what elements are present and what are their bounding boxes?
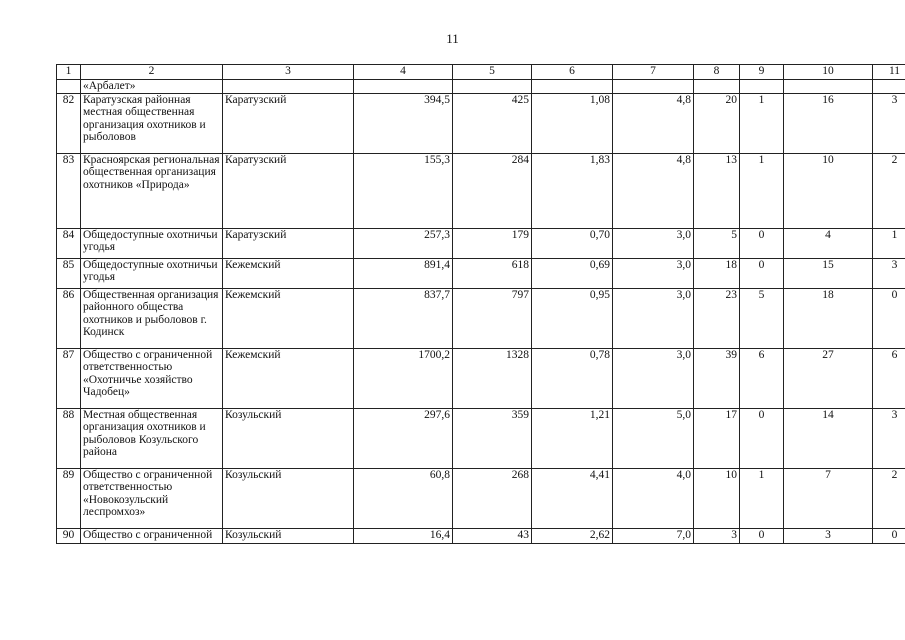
organization-name: Общественная организация районного общества охотников и рыболовов г. Кодинск [81, 288, 223, 348]
column-header: 3 [223, 65, 354, 80]
cell-col4: 837,7 [354, 288, 453, 348]
table-row [57, 348, 905, 408]
cell-col8: 17 [694, 408, 740, 468]
cell-col8: 39 [694, 348, 740, 408]
cell-col7: 3,0 [613, 288, 694, 348]
cell-col4: 257,3 [354, 228, 453, 258]
cell-col5: 359 [453, 408, 532, 468]
cell-col5: 268 [453, 468, 532, 528]
header-row [57, 65, 905, 80]
row-number: 84 [57, 228, 81, 258]
cell-col4: 394,5 [354, 93, 453, 153]
cell-col6: 0,95 [532, 288, 613, 348]
organization-name: Каратузская районная местная общественная организация охотников и рыболовов [81, 93, 223, 153]
page-number: 11 [446, 31, 459, 46]
continuation-row [57, 80, 905, 94]
district-name: Кежемский [223, 258, 354, 288]
cell-col9: 0 [740, 228, 784, 258]
table-row [57, 288, 905, 348]
row-number: 87 [57, 348, 81, 408]
cell-col10: 7 [784, 468, 873, 528]
cell-col6: 4,41 [532, 468, 613, 528]
cell-col6: 1,83 [532, 153, 613, 228]
table-row [57, 228, 905, 258]
cell-col9: 1 [740, 93, 784, 153]
cell-col6: 1,21 [532, 408, 613, 468]
cell-col7: 4,8 [613, 93, 694, 153]
cell-col9: 5 [740, 288, 784, 348]
cell-col4: 16,4 [354, 528, 453, 543]
cell-col6: 0,69 [532, 258, 613, 288]
table-row [57, 93, 905, 153]
column-header: 2 [81, 65, 223, 80]
column-header: 7 [613, 65, 694, 80]
cell-col11: 6 [873, 348, 905, 408]
cell-col11: 3 [873, 258, 905, 288]
cell-col6: 2,62 [532, 528, 613, 543]
cell-col6: 0,70 [532, 228, 613, 258]
cell-col9: 1 [740, 468, 784, 528]
organization-name: Общедоступные охотничьи угодья [81, 258, 223, 288]
cell-col8: 20 [694, 93, 740, 153]
district-name: Козульский [223, 528, 354, 543]
column-header: 1 [57, 65, 81, 80]
organization-name: Общество с ограниченной ответственностью «Охотничье хозяйство Чадобец» [81, 348, 223, 408]
cell-col5: 284 [453, 153, 532, 228]
cell-col10: 27 [784, 348, 873, 408]
cell-col11: 1 [873, 228, 905, 258]
cell-col6: 0,78 [532, 348, 613, 408]
cell-col8: 5 [694, 228, 740, 258]
cell-col11: 0 [873, 528, 905, 543]
column-header: 11 [873, 65, 905, 80]
cell-col7: 3,0 [613, 228, 694, 258]
organization-name: Местная общественная организация охотников и рыболовов Козульского района [81, 408, 223, 468]
cell-col5: 179 [453, 228, 532, 258]
district-name: Кежемский [223, 288, 354, 348]
cell-col7: 3,0 [613, 258, 694, 288]
cell-col8: 18 [694, 258, 740, 288]
cell-col9: 1 [740, 153, 784, 228]
column-header: 4 [354, 65, 453, 80]
cell-col10: 4 [784, 228, 873, 258]
cell-col11: 2 [873, 153, 905, 228]
district-name: Каратузский [223, 153, 354, 228]
table-row [57, 468, 905, 528]
row-number: 88 [57, 408, 81, 468]
cell-col7: 4,8 [613, 153, 694, 228]
cell-col9: 0 [740, 528, 784, 543]
cell-col7: 4,0 [613, 468, 694, 528]
cell-col9: 0 [740, 408, 784, 468]
district-name: Каратузский [223, 93, 354, 153]
district-name: Козульский [223, 468, 354, 528]
table-row [57, 408, 905, 468]
cell-col10: 10 [784, 153, 873, 228]
column-header: 9 [740, 65, 784, 80]
table-row [57, 528, 905, 543]
cell-col10: 14 [784, 408, 873, 468]
cell-col6: 1,08 [532, 93, 613, 153]
cell-col5: 797 [453, 288, 532, 348]
cell-col11: 3 [873, 93, 905, 153]
cell-col11: 3 [873, 408, 905, 468]
cell-col4: 60,8 [354, 468, 453, 528]
cell-col10: 15 [784, 258, 873, 288]
cell-col4: 155,3 [354, 153, 453, 228]
column-header: 8 [694, 65, 740, 80]
cell-col8: 23 [694, 288, 740, 348]
table-row [57, 153, 905, 228]
row-number: 85 [57, 258, 81, 288]
cell-col9: 6 [740, 348, 784, 408]
cell-col4: 891,4 [354, 258, 453, 288]
organization-name: Общество с ограниченной ответственностью «Новокозульский леспромхоз» [81, 468, 223, 528]
row-number: 86 [57, 288, 81, 348]
row-number: 90 [57, 528, 81, 543]
cell-col5: 618 [453, 258, 532, 288]
cell-col8: 3 [694, 528, 740, 543]
cell-col8: 10 [694, 468, 740, 528]
column-header: 10 [784, 65, 873, 80]
cell-col8: 13 [694, 153, 740, 228]
row-number: 83 [57, 153, 81, 228]
cell-col7: 3,0 [613, 348, 694, 408]
cell-col10: 16 [784, 93, 873, 153]
district-name: Козульский [223, 408, 354, 468]
cell-col10: 18 [784, 288, 873, 348]
row-number: 82 [57, 93, 81, 153]
column-header: 6 [532, 65, 613, 80]
cell-col11: 0 [873, 288, 905, 348]
district-name: Кежемский [223, 348, 354, 408]
cell-col4: 297,6 [354, 408, 453, 468]
organization-name: Красноярская региональная общественная организация охотников «Природа» [81, 153, 223, 228]
cell-col7: 7,0 [613, 528, 694, 543]
row-number: 89 [57, 468, 81, 528]
hunting-grounds-table [56, 64, 905, 544]
cell-col5: 43 [453, 528, 532, 543]
cell-col7: 5,0 [613, 408, 694, 468]
cell-col11: 2 [873, 468, 905, 528]
column-header: 5 [453, 65, 532, 80]
organization-name: Общедоступные охотничьи угодья [81, 228, 223, 258]
cell-col5: 425 [453, 93, 532, 153]
cell-col4: 1700,2 [354, 348, 453, 408]
table-row [57, 258, 905, 288]
continuation-text: «Арбалет» [81, 80, 223, 94]
cell-col10: 3 [784, 528, 873, 543]
cell-col9: 0 [740, 258, 784, 288]
district-name: Каратузский [223, 228, 354, 258]
cell-col5: 1328 [453, 348, 532, 408]
organization-name: Общество с ограниченной [81, 528, 223, 543]
